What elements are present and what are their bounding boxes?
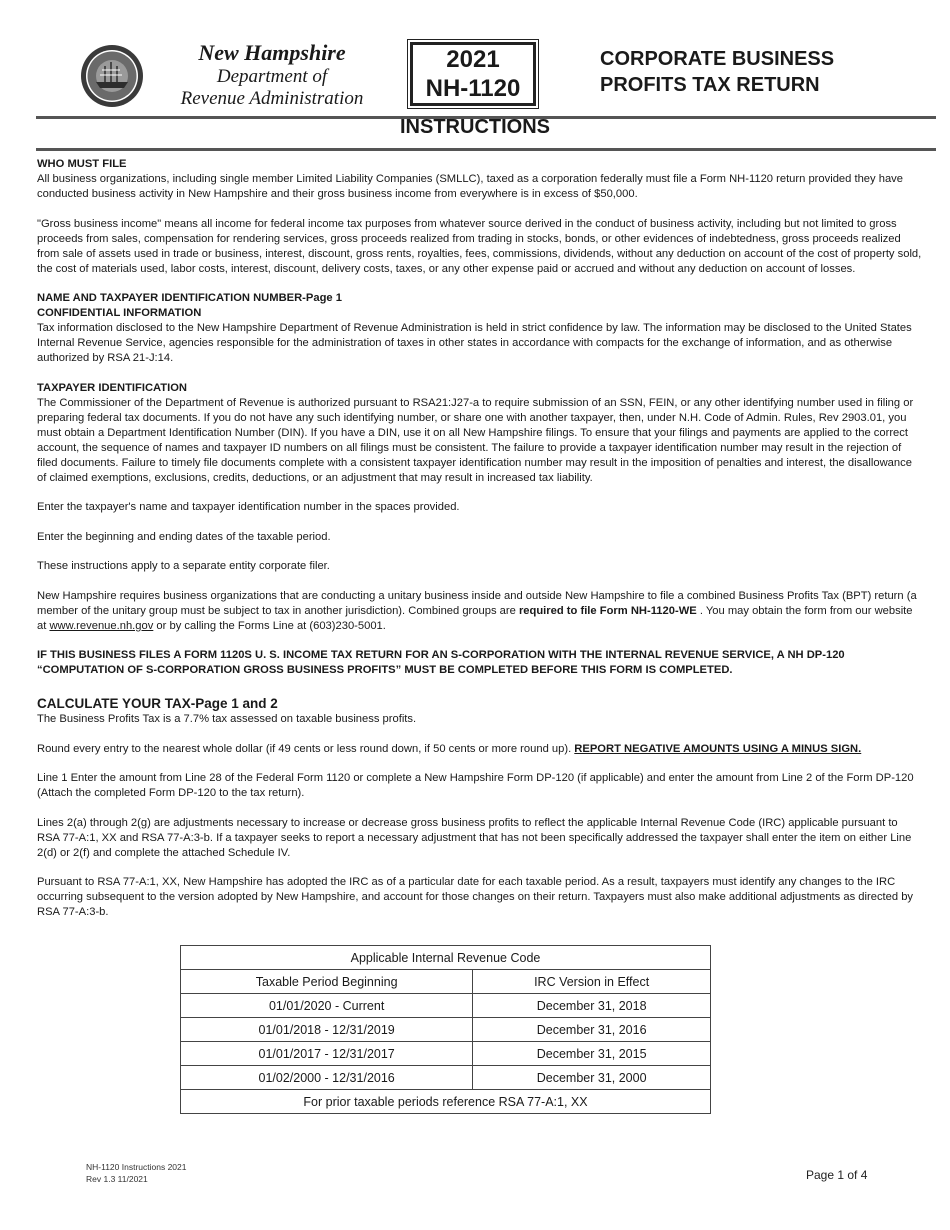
section-title: INSTRUCTIONS [400,116,550,138]
unitary-text-c: or by calling the Forms Line at (603)230-5001. [153,619,386,632]
table-row [181,1018,711,1042]
form-id-box [410,42,536,106]
state-name: New Hampshire [198,40,346,65]
department-block [162,40,382,110]
page-number: Page 1 of 4 [806,1168,868,1182]
irc-period-cell: 01/02/2000 - 12/31/2016 [181,1066,473,1090]
who-must-file-paragraph-2: "Gross business income" means all income for federal income tax purposes from whatever source derived in the conduct of business activity, including but not limited to gross proceeds from sales, compensation for rendering services, gross proceeds realized from trading in stocks, bonds, or other evidences of indebtedness, gross proceeds realized from sale of assets used in trade or business, interest, discount, gross rents, royalties, fees, commissions, dividends, without any deduction on account of the cost of property sold, the cost of materials used, labor costs, interest, discount, delivery costs, taxes, or any other expense paid or accrued and without any deduction on account of losses. [37,217,922,275]
line-1-paragraph: Line 1 Enter the amount from Line 28 of the Federal Form 1120 or complete a New Hampshire Form DP-120 (if applicable) and enter the amount from Line 2 of the Form DP-120 (Attach the completed Form DP-120 to the tax return). [37,772,914,799]
separate-entity-paragraph: These instructions apply to a separate entity corporate filer. [37,560,330,572]
irc-table-title: Applicable Internal Revenue Code [181,946,711,970]
irc-adoption-paragraph: Pursuant to RSA 77-A:1, XX, New Hampshire has adopted the IRC as of a particular date for each taxable period. As a result, taxpayers must identify any changes to the IRC occurring subsequent to the version adopted by New Hampshire, and account for those changes on their return. Taxpayers must also make additional adjustments as directed by RSA 77-A:3-b. [37,876,914,918]
lines-2-paragraph: Lines 2(a) through 2(g) are adjustments necessary to increase or decrease gross business profits to reflect the applicable Internal Revenue Code (IRC) applicable pursuant to RSA 77-A:1, XX and RSA 77-A:3-b. If a taxpayer seeks to report a necessary adjustment that has not been specifically addressed the taxpayer shall enter the item on either Line 2(d) or 2(f) and complete the attached Schedule IV. [37,816,912,859]
rounding-paragraph [37,742,922,757]
irc-version-cell: December 31, 2016 [473,1018,711,1042]
tax-rate-paragraph: The Business Profits Tax is a 7.7% tax assessed on taxable business profits. [37,713,417,725]
irc-table [180,945,711,1114]
rounding-text: Round every entry to the nearest whole dollar (if 49 cents or less round down, if 50 cents or more round up). [37,742,575,755]
header-rule-bottom [36,148,936,151]
unitary-text-a: New Hampshire requires business organizations that are conducting a unitary business inside and outside New Hampshire to file a combined Business Profits Tax (BPT) return (a member of the unitary group must be subject to tax in another jurisdiction). Combined groups are [37,589,917,617]
who-must-file-paragraph-1: All business organizations, including single member Limited Liability Companies (SMLLC), taxed as a corporation federally must file a Form NH-1120 return provided they have conducted business activity in New Hampshire and their gross business income from everywhere is in excess of $50,000. [37,173,903,200]
irc-col-header-period: Taxable Period Beginning [181,970,473,994]
form-title [600,46,834,98]
document-revision: Rev 1.3 11/2021 [86,1174,148,1184]
form-number: NH-1120 [425,75,521,102]
irc-version-cell: December 31, 2018 [473,994,711,1018]
enter-dates-paragraph: Enter the beginning and ending dates of the taxable period. [37,530,331,543]
calculate-tax-heading: CALCULATE YOUR TAX-Page 1 and 2 [37,696,278,711]
unitary-text-b: . You may obtain the form from our website at [37,604,913,632]
instructions-body [37,157,922,935]
irc-version-cell: December 31, 2000 [473,1066,711,1090]
taxpayer-id-heading: TAXPAYER IDENTIFICATION [37,381,188,394]
form-year: 2021 [446,46,500,73]
form-title-line-2: PROFITS TAX RETURN [600,74,820,96]
irc-table-title-row [181,946,711,970]
irc-period-cell: 01/01/2020 - Current [181,994,473,1018]
state-seal-icon [80,44,144,108]
irc-version-cell: December 31, 2015 [473,1042,711,1066]
irc-period-cell: 01/01/2018 - 12/31/2019 [181,1018,473,1042]
enter-name-paragraph: Enter the taxpayer's name and taxpayer identification number in the spaces provided. [37,501,460,513]
taxpayer-id-paragraph: The Commissioner of the Department of Revenue is authorized pursuant to RSA21:J27-a to require submission of an SSN, FEIN, or any other identifying number used in filing or preparing federal tax documents. If you do not have any such identifying number, or share one with another taxpayer, then, under N.H. Code of Admin. Rules, Rev 2903.01, you must obtain a Department Identification Number (DIN). If you have a DIN, use it on all New Hampshire filings. To ensure that your filings and payments are applied to the correct account, the sequence of names and taxpayer ID numbers on all filings must be consistent. The failure to provide a taxpayer identification number may result in the rejection of filed documents. Failure to timely file documents complete with a consistent taxpayer identification number may result in the imposition of penalties and interest, the disallowance of claimed exemptions, exclusions, credits, deductions, or an adjustment that may result in increased tax liability. [37,396,914,484]
confidential-heading: CONFIDENTIAL INFORMATION [37,307,202,319]
who-must-file-heading: WHO MUST FILE [37,158,127,170]
irc-table-footer-row [181,1090,711,1114]
irc-table-footer: For prior taxable periods reference RSA 77-A:1, XX [181,1090,711,1114]
unitary-required-text: required to file Form NH-1120-WE [518,604,697,617]
unitary-business-paragraph [37,589,922,634]
revenue-website-link[interactable]: www.revenue.nh.gov [49,619,154,632]
table-row [181,994,711,1018]
negative-amounts-notice: REPORT NEGATIVE AMOUNTS USING A MINUS SIGN. [574,742,862,755]
table-row [181,1066,711,1090]
department-line-2: Revenue Administration [180,88,364,109]
irc-period-cell: 01/01/2017 - 12/31/2017 [181,1042,473,1066]
document-name: NH-1120 Instructions 2021 [86,1162,187,1172]
table-row [181,1042,711,1066]
s-corporation-notice: IF THIS BUSINESS FILES A FORM 1120S U. S. INCOME TAX RETURN FOR AN S-CORPORATION WITH THE INTERNAL REVENUE SERVICE, A NH DP-120 “COMPUTATION OF S-CORPORATION GROSS BUSINESS PROFITS” MUST BE COMPLETED BEFORE THIS FORM IS COMPLETED. [37,649,845,676]
form-title-line-1: CORPORATE BUSINESS [600,48,835,70]
name-tin-heading: NAME AND TAXPAYER IDENTIFICATION NUMBER-Page 1 [37,292,342,304]
irc-table-header-row [181,970,711,994]
department-line-1: Department of [216,66,328,87]
confidential-paragraph: Tax information disclosed to the New Hampshire Department of Revenue Administration is held in strict confidence by law. The information may be disclosed to the United States Internal Revenue Service, agencies responsible for the administration of taxes in other states in accordance with compacts for the exchange of information, and as otherwise authorized by RSA 21-J:14. [37,322,912,364]
irc-col-header-version: IRC Version in Effect [473,970,711,994]
document-footer [86,1161,186,1185]
